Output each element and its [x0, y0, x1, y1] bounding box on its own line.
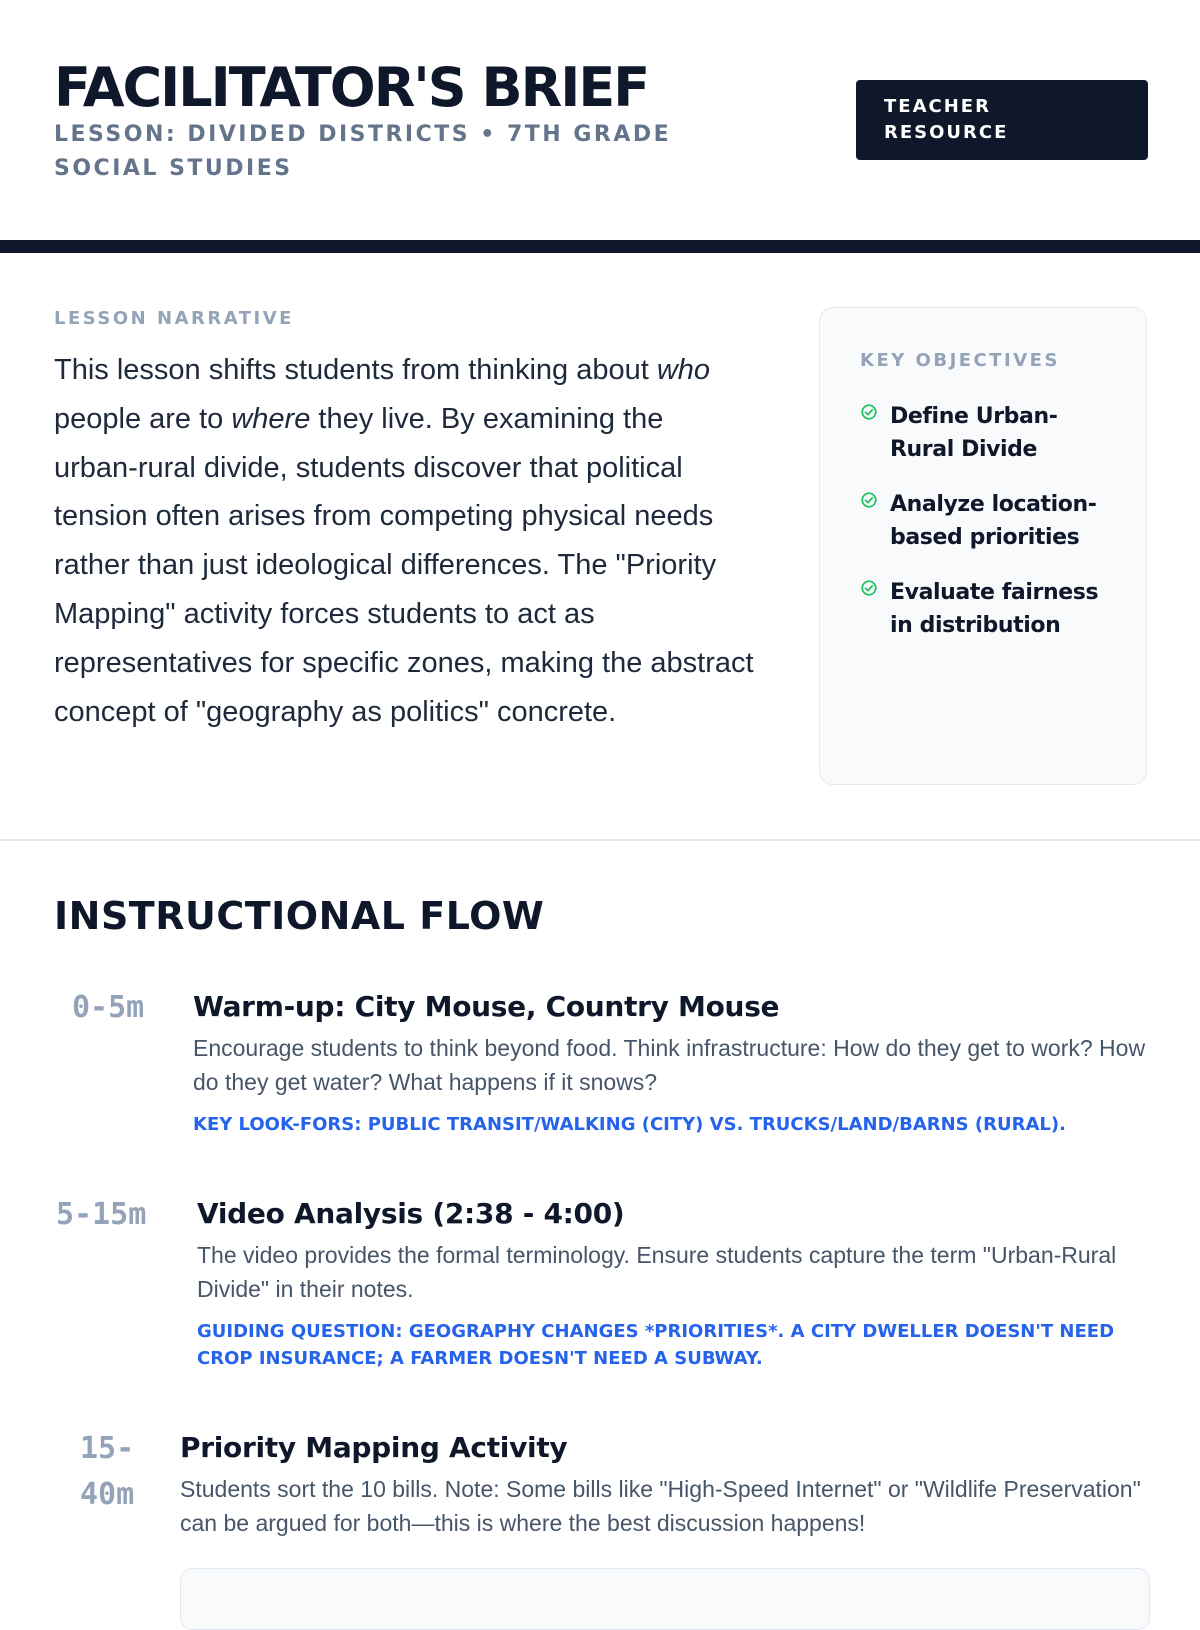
narrative-emphasis-where: where — [231, 402, 311, 435]
header-divider — [0, 240, 1200, 253]
objective-text: Analyze location-based priorities — [890, 492, 1097, 550]
activity-card — [180, 1568, 1150, 1630]
step-time: 0-5m — [72, 990, 145, 1025]
teacher-resource-badge: TEACHER RESOURCE — [856, 80, 1148, 160]
objectives-list — [860, 400, 1120, 664]
narrative-part-1: This lesson shifts students from thinking about — [54, 354, 657, 386]
step-title: Video Analysis (2:38 - 4:00) — [197, 1197, 625, 1230]
step-look-fors: KEY LOOK-FORS: PUBLIC TRANSIT/WALKING (CITY) VS. TRUCKS/LAND/BARNS (RURAL). — [193, 1114, 1066, 1135]
objective-text: Define Urban-Rural Divide — [890, 404, 1058, 462]
page-title: FACILITATOR'S BRIEF — [54, 56, 649, 119]
narrative-emphasis-who: who — [656, 354, 711, 386]
objective-text: Evaluate fairness in distribution — [890, 580, 1099, 638]
step-body — [197, 1192, 1149, 1372]
step-title: Warm-up: City Mouse, Country Mouse — [193, 990, 780, 1023]
check-circle-icon — [860, 491, 878, 509]
instructional-flow-title: INSTRUCTIONAL FLOW — [54, 894, 545, 938]
step-description: Students sort the 10 bills. Note: Some bills like "High-Speed Internet" or "Wildlife Preservation" can be argued for both—this is where the best discussion happens! — [180, 1476, 1141, 1536]
narrative-label: LESSON NARRATIVE — [54, 308, 294, 329]
step-body — [193, 985, 1153, 1138]
lesson-narrative — [54, 346, 754, 736]
objective-item — [860, 488, 1120, 554]
key-objectives-card — [819, 307, 1147, 785]
step-time: 15-40m — [80, 1431, 135, 1512]
narrative-part-3: they live. By examining the urban-rural divide, students discover that political tension often arises from competing physical needs rather than just ideological differences. The "Priority Mapping" activity forces students to act as representatives for specific zones, making the abstract concept of "geography as politics" concrete. — [54, 402, 754, 728]
step-time: 5-15m — [56, 1197, 147, 1232]
objective-item — [860, 400, 1120, 466]
narrative-part-2: people are to — [54, 402, 232, 435]
objectives-label: KEY OBJECTIVES — [860, 350, 1060, 371]
step-title: Priority Mapping Activity — [180, 1431, 568, 1464]
objective-item — [860, 576, 1120, 642]
section-divider — [0, 839, 1200, 841]
header — [0, 0, 1200, 240]
check-circle-icon — [860, 403, 878, 421]
step-description: Encourage students to think beyond food. Think infrastructure: How do they get to work? How do they get water? What happens if it snows? — [193, 1035, 1146, 1095]
step-description: The video provides the formal terminology. Ensure students capture the term "Urban-Rural Divide" in their notes. — [197, 1242, 1117, 1302]
step-body — [180, 1426, 1150, 1540]
check-circle-icon — [860, 579, 878, 597]
lesson-subtitle: LESSON: DIVIDED DISTRICTS • 7TH GRADE SOCIAL STUDIES — [54, 122, 672, 181]
step-guiding-question: GUIDING QUESTION: GEOGRAPHY CHANGES *PRIORITIES*. A CITY DWELLER DOESN'T NEED CROP INSURANCE; A FARMER DOESN'T NEED A SUBWAY. — [197, 1321, 1115, 1369]
